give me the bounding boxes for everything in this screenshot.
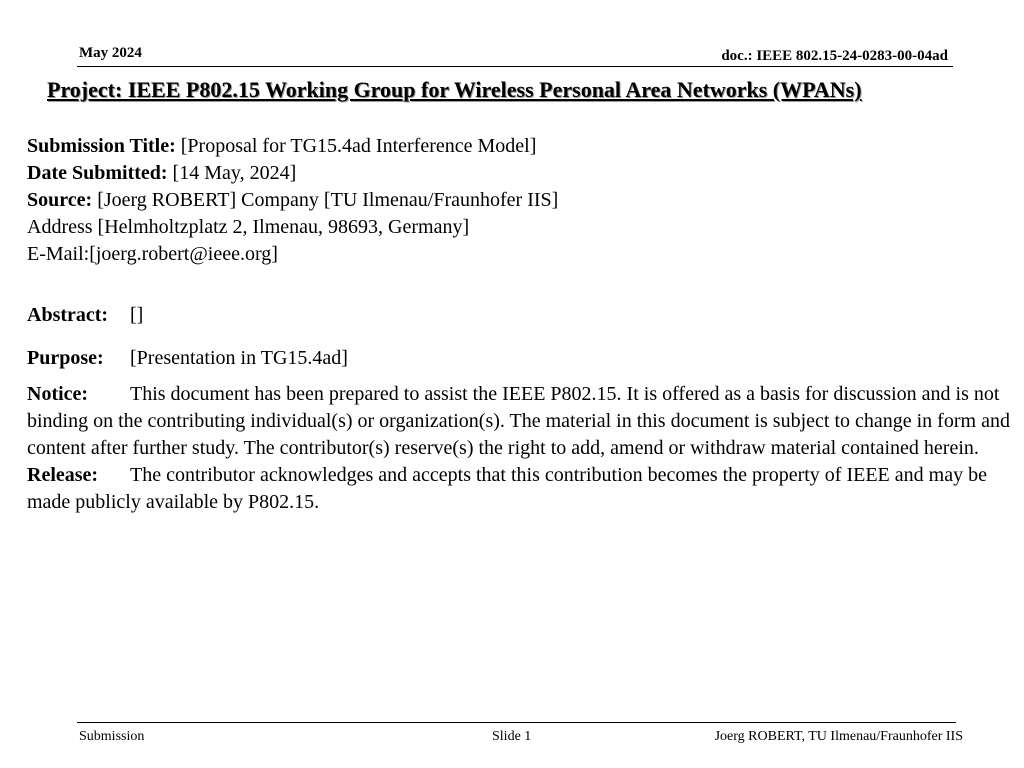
notice-paragraph bbox=[27, 381, 1017, 462]
notice-label: Notice: bbox=[27, 383, 89, 405]
submission-title-label: Submission Title: bbox=[27, 135, 176, 157]
submission-title-value: [Proposal for TG15.4ad Interference Model] bbox=[180, 135, 537, 157]
release-text: The contributor acknowledges and accepts that this contribution becomes the property of IEEE and may be made publicly available by P802.15. bbox=[27, 464, 987, 513]
abstract-row bbox=[27, 302, 143, 329]
abstract-label: Abstract: bbox=[27, 304, 109, 326]
header-divider bbox=[77, 66, 953, 67]
header-doc-id: doc.: IEEE 802.15-24-0283-00-04ad bbox=[721, 48, 948, 64]
header-date: May 2024 bbox=[79, 45, 142, 61]
abstract-value: [] bbox=[130, 304, 144, 326]
notice-block bbox=[27, 381, 1017, 516]
release-label: Release: bbox=[27, 464, 99, 486]
date-submitted-value: [14 May, 2024] bbox=[172, 162, 297, 184]
footer-slide-number: Slide 1 bbox=[492, 729, 532, 744]
purpose-row bbox=[27, 345, 348, 372]
release-paragraph bbox=[27, 462, 1017, 516]
purpose-value: [Presentation in TG15.4ad] bbox=[130, 347, 348, 369]
project-title: Project: IEEE P802.15 Working Group for Wireless Personal Area Networks (WPANs) bbox=[47, 77, 862, 102]
source-label: Source: bbox=[27, 189, 93, 211]
footer-divider bbox=[77, 722, 956, 723]
purpose-label: Purpose: bbox=[27, 347, 104, 369]
footer-submission: Submission bbox=[79, 729, 145, 744]
email-line: E-Mail:[joerg.robert@ieee.org] bbox=[27, 243, 278, 265]
footer-author: Joerg ROBERT, TU Ilmenau/Fraunhofer IIS bbox=[714, 729, 963, 744]
date-submitted-label: Date Submitted: bbox=[27, 162, 168, 184]
submission-title-line bbox=[27, 133, 536, 160]
source-line bbox=[27, 187, 558, 214]
notice-text: This document has been prepared to assist the IEEE P802.15. It is offered as a basis for discussion and is not binding on the contributing individual(s) or organization(s). The material in this document is subject to change in form and content after further study. The contributor(s) reserve(s) the right to add, amend or withdraw material contained herein. bbox=[27, 383, 1010, 459]
address-line: Address [Helmholtzplatz 2, Ilmenau, 98693, Germany] bbox=[27, 216, 470, 238]
source-value: [Joerg ROBERT] Company [TU Ilmenau/Fraunhofer IIS] bbox=[97, 189, 559, 211]
date-submitted-line bbox=[27, 160, 296, 187]
